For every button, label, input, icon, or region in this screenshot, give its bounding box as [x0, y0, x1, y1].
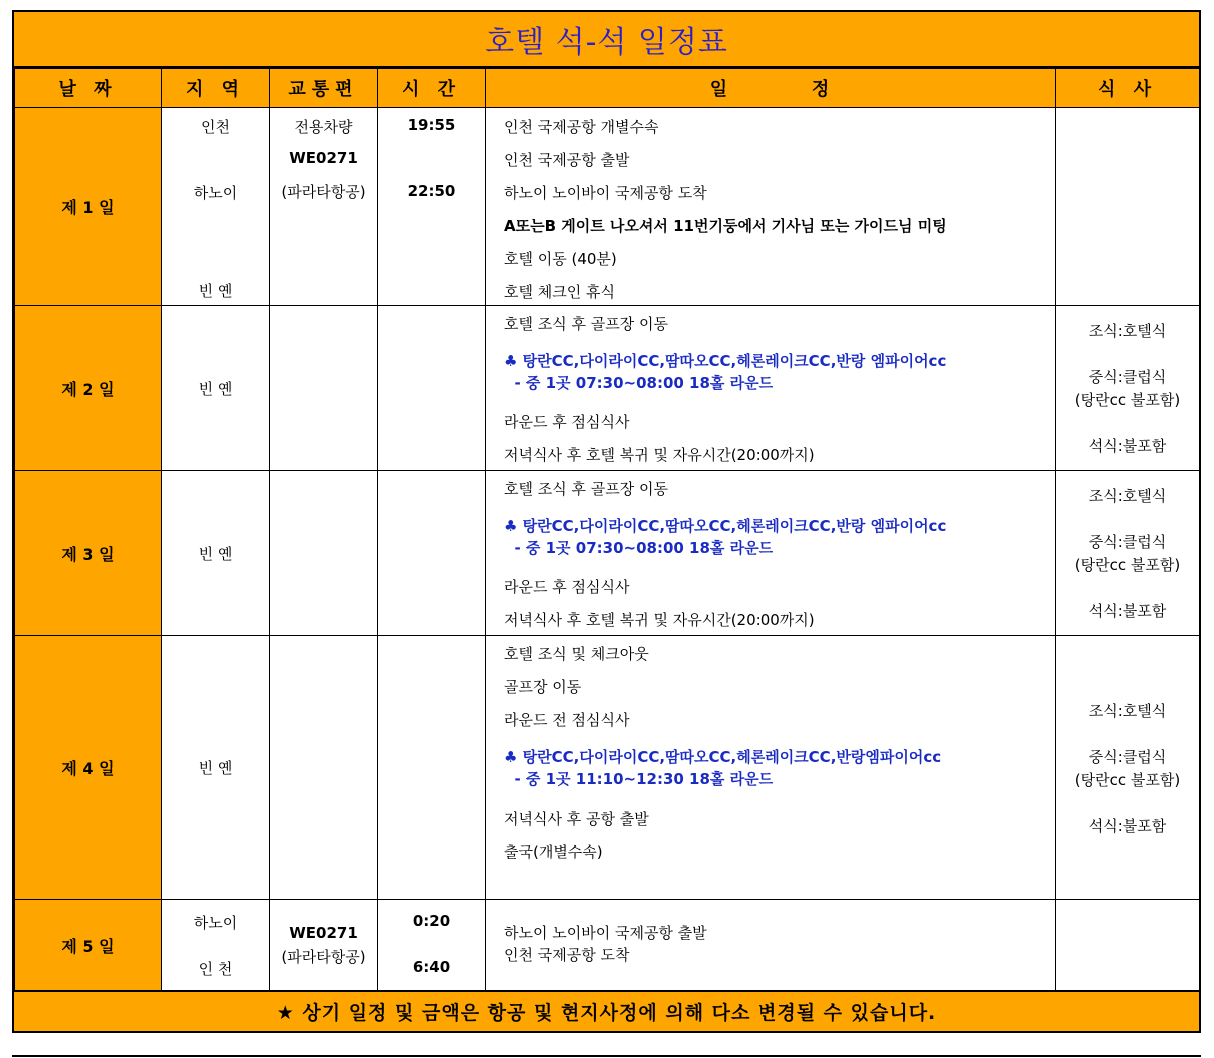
day-row-4 [15, 636, 1200, 900]
meal-text: 석식:불포함 [1088, 437, 1167, 455]
meal-cell [1056, 900, 1200, 991]
region-text: 빈 옌 [198, 379, 233, 398]
schedule-cell [486, 900, 1056, 991]
time-cell [378, 306, 486, 471]
schedule-line: 라운드 후 점심식사 [504, 413, 630, 431]
itinerary-sheet [12, 10, 1201, 1033]
region-cell [162, 471, 270, 636]
course-list: ♣ 탕란CC,다이라이CC,땀따오CC,헤론레이크CC,반랑 엠파이어cc [504, 352, 947, 370]
airline-name: (파라타항공) [281, 183, 366, 201]
schedule-cell [486, 108, 1056, 306]
schedule-line: 골프장 이동 [504, 678, 582, 696]
page-title: 호텔 석-석 일정표 [14, 12, 1199, 68]
header-meal: 식 사 [1056, 69, 1200, 108]
header-date: 날 짜 [15, 69, 162, 108]
schedule-line: 라운드 후 점심식사 [504, 578, 630, 596]
flight-number: WE0271 [289, 924, 358, 942]
transport-text: 전용차량 [294, 118, 353, 136]
region-cell [162, 108, 270, 306]
day-label: 제 4 일 [15, 636, 162, 900]
time-cell [378, 471, 486, 636]
region-text: 빈 옌 [198, 282, 233, 300]
meal-text: 중식:클럽식 [1088, 533, 1167, 551]
schedule-line: 인천 국제공항 도착 [504, 946, 630, 964]
meal-text: (탕란cc 불포함) [1074, 771, 1181, 789]
region-text: 빈 옌 [198, 759, 233, 777]
schedule-line: 호텔 조식 및 체크아웃 [504, 645, 649, 663]
day-label: 제 1 일 [15, 108, 162, 306]
region-cell [162, 306, 270, 471]
schedule-line: 라운드 전 점심식사 [504, 711, 630, 729]
day-label: 제 5 일 [15, 900, 162, 991]
bottom-divider [12, 1055, 1201, 1057]
schedule-line: 호텔 조식 후 골프장 이동 [504, 480, 668, 498]
schedule-line: 인천 국제공항 개별수속 [504, 118, 659, 136]
schedule-line: 저녁식사 후 호텔 복귀 및 자유시간(20:00까지) [504, 446, 815, 464]
schedule-cell [486, 306, 1056, 471]
tee-time: - 중 1곳 07:30~08:00 18홀 라운드 [504, 539, 774, 557]
meal-cell [1056, 636, 1200, 900]
day-label: 제 3 일 [15, 471, 162, 636]
meal-cell [1056, 471, 1200, 636]
airline-name: (파라타항공) [281, 948, 366, 966]
meal-text: 석식:불포함 [1088, 602, 1167, 620]
course-list: ♣ 탕란CC,다이라이CC,땀따오CC,헤론레이크CC,반랑엠파이어cc [504, 748, 942, 766]
time-text: 0:20 [412, 912, 451, 930]
course-list: ♣ 탕란CC,다이라이CC,땀따오CC,헤론레이크CC,반랑 엠파이어cc [504, 517, 947, 535]
schedule-line: 호텔 이동 (40분) [504, 250, 617, 268]
header-schedule: 일 정 [486, 69, 1056, 108]
schedule-line: 호텔 조식 후 골프장 이동 [504, 315, 668, 333]
time-cell [378, 108, 486, 306]
time-text: 19:55 [407, 116, 456, 134]
schedule-line: 하노이 노이바이 국제공항 출발 [504, 924, 707, 942]
header-row [15, 69, 1200, 108]
tee-time: - 중 1곳 11:10~12:30 18홀 라운드 [504, 770, 774, 788]
header-time: 시 간 [378, 69, 486, 108]
meal-text: (탕란cc 불포함) [1074, 391, 1181, 409]
transport-cell [270, 636, 378, 900]
region-text: 하노이 [193, 914, 238, 932]
meal-text: 조식:호텔식 [1088, 322, 1167, 340]
time-cell [378, 900, 486, 991]
footer-notice: ★ 상기 일정 및 금액은 항공 및 현지사정에 의해 다소 변경될 수 있습니다. [14, 990, 1199, 1031]
day-label: 제 2 일 [15, 306, 162, 471]
time-text: 6:40 [412, 958, 451, 976]
day-row-3 [15, 471, 1200, 636]
region-text: 빈 옌 [198, 544, 233, 563]
time-cell [378, 636, 486, 900]
day-row-5 [15, 900, 1200, 991]
tee-time: - 중 1곳 07:30~08:00 18홀 라운드 [504, 374, 774, 392]
transport-cell [270, 306, 378, 471]
meal-text: 조식:호텔식 [1088, 487, 1167, 505]
region-text: 인천 [201, 118, 230, 136]
schedule-line: 출국(개별수속) [504, 843, 603, 861]
transport-cell [270, 108, 378, 306]
schedule-line: 하노이 노이바이 국제공항 도착 [504, 184, 707, 202]
transport-cell [270, 471, 378, 636]
day-row-1 [15, 108, 1200, 306]
schedule-cell [486, 471, 1056, 636]
schedule-line: 호텔 체크인 휴식 [504, 283, 615, 301]
flight-number: WE0271 [289, 149, 358, 167]
meal-text: 중식:클럽식 [1088, 368, 1167, 386]
itinerary-table [14, 68, 1200, 991]
region-cell [162, 636, 270, 900]
meal-text: 석식:불포함 [1088, 817, 1167, 835]
meal-text: 중식:클럽식 [1088, 748, 1167, 766]
meal-cell [1056, 306, 1200, 471]
schedule-line: 저녁식사 후 공항 출발 [504, 810, 649, 828]
meal-cell [1056, 108, 1200, 306]
schedule-line: A또는B 게이트 나오셔서 11번기둥에서 기사님 또는 가이드님 미팅 [504, 217, 947, 235]
schedule-cell [486, 636, 1056, 900]
transport-cell [270, 900, 378, 991]
header-transport: 교통편 [270, 69, 378, 108]
meal-text: 조식:호텔식 [1088, 702, 1167, 720]
region-text: 하노이 [193, 184, 238, 202]
schedule-line: 인천 국제공항 출발 [504, 151, 630, 169]
region-cell [162, 900, 270, 991]
meal-text: (탕란cc 불포함) [1074, 556, 1181, 574]
region-text: 인 천 [198, 960, 233, 978]
schedule-line: 저녁식사 후 호텔 복귀 및 자유시간(20:00까지) [504, 611, 815, 629]
time-text: 22:50 [407, 182, 456, 200]
day-row-2 [15, 306, 1200, 471]
header-region: 지 역 [162, 69, 270, 108]
